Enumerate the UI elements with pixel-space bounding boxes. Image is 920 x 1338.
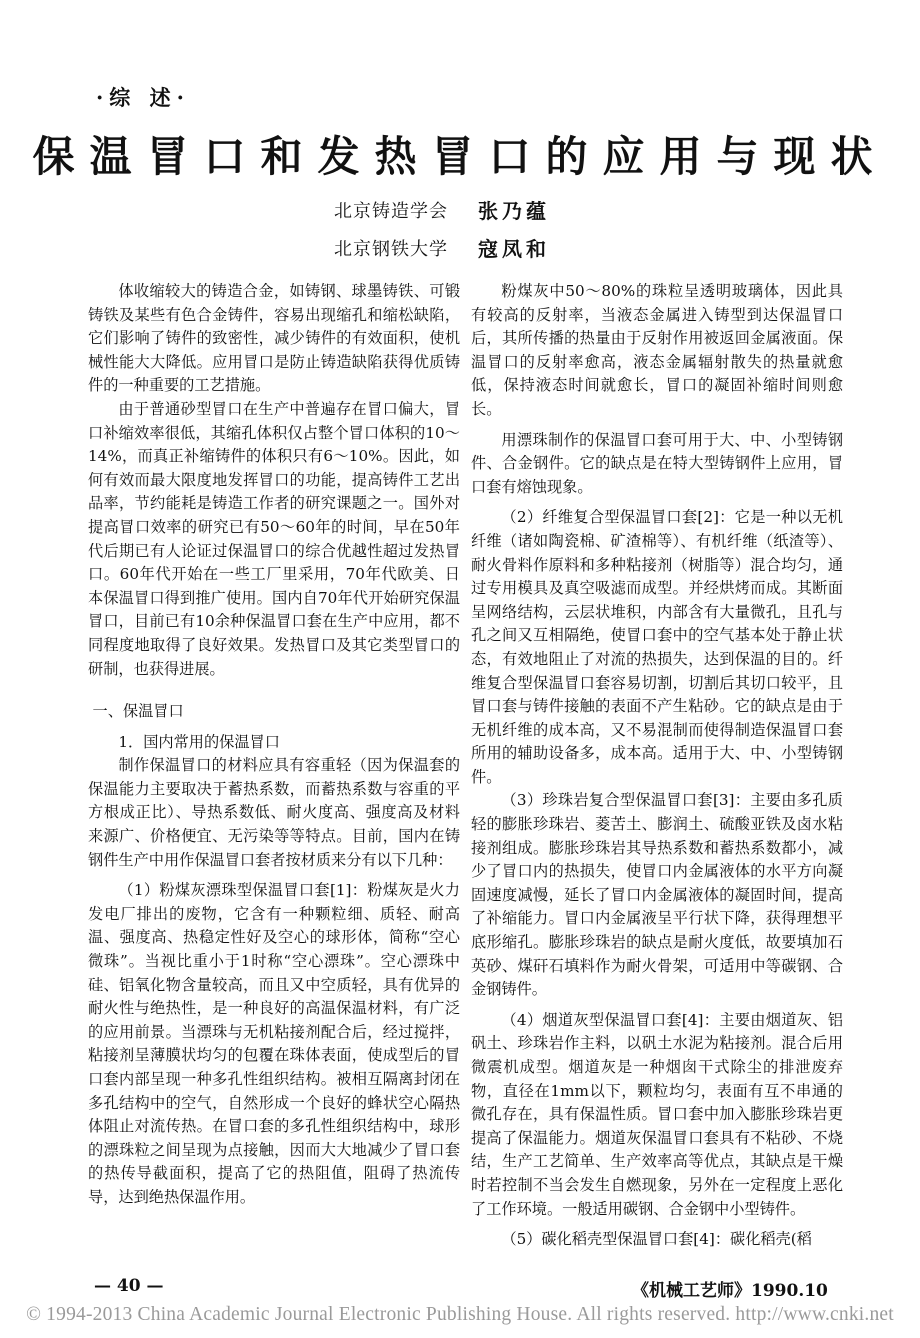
author-name-1: 张乃蕴 — [478, 199, 550, 223]
author-affiliation-1: 北京铸造学会 — [334, 201, 448, 222]
intro-paragraph: 由于普通砂型冒口在生产中普遍存在冒口偏大，冒口补缩效率很低，其缩孔体积仅占整个冒口体积的10～14%，而真正补缩铸件的体积只有6～10%。因此，如何有效而最大限度地发挥冒口的功能，提高铸件工艺出品率，节约能耗是铸造工作者的研究课题之一。国外对提高冒口效率的研究已有50～60年的时间，早在50年代后期已有人论证过保温冒口的综合优越性超过发热冒口。60年代开始在一些工厂里采用，70年代欧美、日本保温冒口得到推广使用。国内自70年代开始研究保温冒口，目前已有10余种保温冒口套在生产中应用，都不同程度地取得了良好效果。发热冒口及其它类型冒口的研制，也获得进展。 — [88, 399, 460, 678]
left-column — [88, 280, 460, 1210]
section-tag: ·综 述· — [96, 85, 190, 110]
body-paragraph: （4）烟道灰型保温冒口套[4]：主要由烟道灰、铝矾土、珍珠岩作主料，以矾土水泥为粘接剂。混合后用微震机成型。烟道灰是一种烟囱干式除尘的排泄废弃物，直径在1mm以下，颗粒均匀，表面有互不串通的微孔存在，具有保温性质。冒口套中加入膨胀珍珠岩更提高了保温能力。烟道灰保温冒口套具有不粘砂、不烧结，生产工艺简单、生产效率高等优点，其缺点是干燥时若控制不当会发生自燃现象，另外在一定程度上恶化了工作环境。一般适用碳钢、合金钢中小型铸件。 — [471, 1010, 843, 1218]
body-paragraph: 制作保温冒口的材料应具有容重轻（因为保温套的保温能力主要取决于蓄热系数，而蓄热系数与容重的平方根成正比）、导热系数低、耐火度高、强度高及材料来源广、价格便宜、无污染等等特点。目前，国内在铸钢件生产中用作保温冒口套者按材质来分有以下几种： — [88, 756, 460, 869]
body-paragraph: （5）碳化稻壳型保温冒口套[4]：碳化稻壳(稻 — [501, 1230, 812, 1249]
body-paragraph: （3）珍珠岩复合型保温冒口套[3]：主要由多孔质轻的膨胀珍珠岩、菱苦土、膨润土、硫酸亚铁及卤水粘接剂组成。膨胀珍珠岩其导热系数和蓄热系数都小，减少了冒口内的热损失，使冒口内金属液体的水平方向凝固速度减慢，延长了冒口内金属液体的凝固时间，提高了补缩能力。冒口内金属液呈平行状下降，获得理想平底形缩孔。膨胀珍珠岩的缺点是耐火度低，故要填加石英砂、煤矸石填料作为耐火骨架，可适用中等碳钢、合金钢铸件。 — [471, 791, 843, 999]
journal-citation: 《机械工艺师》1990.10 — [632, 1281, 828, 1301]
right-column — [471, 280, 843, 1252]
body-paragraph: （1）粉煤灰漂珠型保温冒口套[1]：粉煤灰是火力发电厂排出的废物，它含有一种颗粒细、质轻、耐高温、强度高、热稳定性好及空心的球形体，简称“空心微珠”。当视比重小于1时称“空心漂珠”。空心漂珠中硅、铝氧化物含量较高，而且又中空质轻，具有优异的耐火性与绝热性，是一种良好的高温保温材料，有广泛的应用前景。当漂珠与无机粘接剂配合后，经过搅拌，粘接剂呈薄膜状均匀的包覆在珠体表面，使成型后的冒口套内部呈现一种多孔性组织结构。被相互隔离封闭在多孔结构中的空气，自然形成一个良好的蜂状空心隔热体阻止对流传热。在冒口套的多孔性组织结构中，球形的漂珠粒之间呈现为点接触，因而大大地减少了冒口套的热传导截面积，提高了它的热阻值，阻碍了热流传导，达到绝热保温作用。 — [88, 881, 460, 1206]
copyright-watermark: © 1994-2013 China Academic Journal Electronic Publishing House. All rights reserved. http://www.cnki.net — [26, 1304, 894, 1325]
body-paragraph: 用漂珠制作的保温冒口套可用于大、中、小型铸钢件、合金钢件。它的缺点是在特大型铸钢件上应用，冒口套有熔蚀现象。 — [471, 430, 843, 496]
section-heading: 一、保温冒口 — [92, 702, 184, 721]
author-name-2: 寇凤和 — [478, 237, 550, 261]
page-title: 保温冒口和发热冒口的应用与现状 — [32, 132, 888, 181]
subsection-heading: 1．国内常用的保温冒口 — [118, 732, 280, 751]
intro-paragraph: 体收缩较大的铸造合金，如铸钢、球墨铸铁、可锻铸铁及某些有色合金铸件，容易出现缩孔和缩松缺陷，它们影响了铸件的致密性，减少铸件的有效面积，使机械性能大大降低。应用冒口是防止铸造缺陷获得优质铸件的一种重要的工艺措施。 — [88, 282, 460, 395]
page-number: — 40 — — [94, 1276, 164, 1296]
body-paragraph: （2）纤维复合型保温冒口套[2]：它是一种以无机纤维（诸如陶瓷棉、矿渣棉等）、有机纤维（纸渣等）、耐火骨料作原料和多种粘接剂（树脂等）混合均匀，通过专用模具及真空吸滤而成型。并经烘烤而成。其断面呈网络结构，云层状堆积，内部含有大量微孔，且孔与孔之间又互相隔绝，使冒口套中的空气基本处于静止状态，有效地阻止了对流的热损失，达到保温的目的。纤维复合型保温冒口套容易切割，切割后其切口较平，且冒口套与铸件接触的表面不产生粘砂。它的缺点是由于无机纤维的成本高，又不易混制而使得制造保温冒口套所用的辅助设备多，成本高。适用于大、中、小型铸钢件。 — [471, 508, 843, 786]
author-affiliation-2: 北京钢铁大学 — [334, 239, 448, 260]
body-paragraph: 粉煤灰中50～80%的珠粒呈透明玻璃体，因此具有较高的反射率，当液态金属进入铸型到达保温冒口后，其所传播的热量由于反射作用被返回金属液面。保温冒口的反射率愈高，液态金属辐射散失的热量就愈低，保持液态时间就愈长，冒口的凝固补缩时间则愈长。 — [471, 282, 843, 418]
